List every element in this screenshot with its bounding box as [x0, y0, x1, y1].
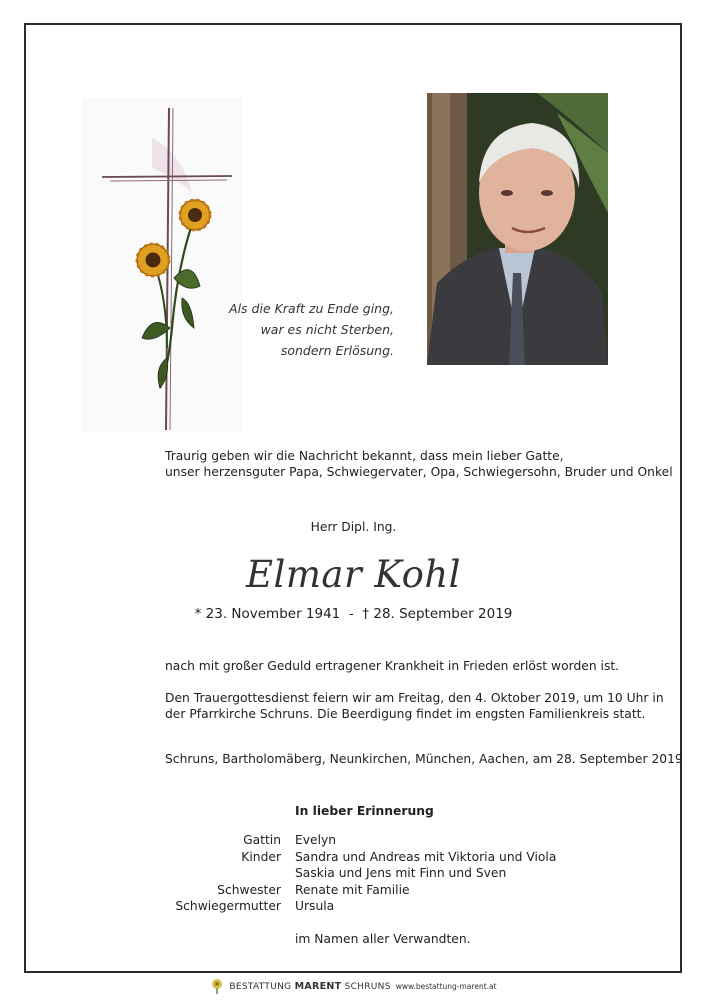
- quote-line: sondern Erlösung.: [280, 343, 394, 358]
- memory-title: In lieber Erinnerung: [295, 804, 434, 818]
- sunflower-logo-icon: [210, 978, 224, 994]
- memorial-quote: [200, 298, 394, 361]
- deceased-name: Elmar Kohl: [245, 553, 462, 596]
- mourner-role: [160, 865, 281, 882]
- mourner-role: Kinder: [241, 849, 281, 864]
- funeral-home-brand: [229, 981, 390, 992]
- brand-name: MARENT: [294, 980, 342, 992]
- mourner-role: Schwiegermutter: [175, 899, 281, 913]
- mourner-role: Schwester: [217, 882, 281, 897]
- place-date: Schruns, Bartholomäberg, Neunkirchen, München, Aachen, am 28. September 2019: [165, 752, 683, 766]
- website-link[interactable]: www.bestattung-marent.at: [395, 981, 497, 991]
- quote-line: Als die Kraft zu Ende ging,: [229, 301, 394, 316]
- mourner-names: [295, 832, 556, 915]
- footer: [0, 975, 707, 997]
- honorific: Herr Dipl. Ing.: [310, 520, 397, 534]
- mourner-roles: [160, 832, 281, 915]
- portrait-photo: [427, 93, 608, 365]
- passing-text: nach mit großer Geduld ertragener Krankheit in Frieden erlöst worden ist.: [165, 659, 620, 673]
- life-dates: * 23. November 1941 - † 28. September 2019: [194, 606, 513, 622]
- cross-sunflower-illustration: [82, 98, 242, 433]
- mourner-name: Ursula: [295, 899, 335, 913]
- brand-city: SCHRUNS: [344, 981, 391, 992]
- mourner-name: Renate mit Familie: [295, 882, 410, 897]
- mourner-name: Evelyn: [295, 833, 337, 847]
- mourner-name: Saskia und Jens mit Finn und Sven: [295, 866, 507, 880]
- mourner-role: Gattin: [243, 833, 281, 847]
- mourner-name: Sandra und Andreas mit Viktoria und Viola: [295, 849, 557, 864]
- closing-text: im Namen aller Verwandten.: [295, 932, 471, 946]
- quote-line: war es nicht Sterben,: [260, 322, 394, 337]
- intro-line: Traurig geben wir die Nachricht bekannt, dass mein lieber Gatte,: [165, 449, 564, 463]
- brand-prefix: BESTATTUNG: [229, 981, 292, 992]
- service-line: der Pfarrkirche Schruns. Die Beerdigung findet im engsten Familienkreis statt.: [165, 707, 646, 721]
- service-line: Den Trauergottesdienst feiern wir am Freitag, den 4. Oktober 2019, um 10 Uhr in: [165, 691, 664, 705]
- intro-line: unser herzensguter Papa, Schwiegervater, Opa, Schwiegersohn, Bruder und Onkel: [165, 465, 673, 479]
